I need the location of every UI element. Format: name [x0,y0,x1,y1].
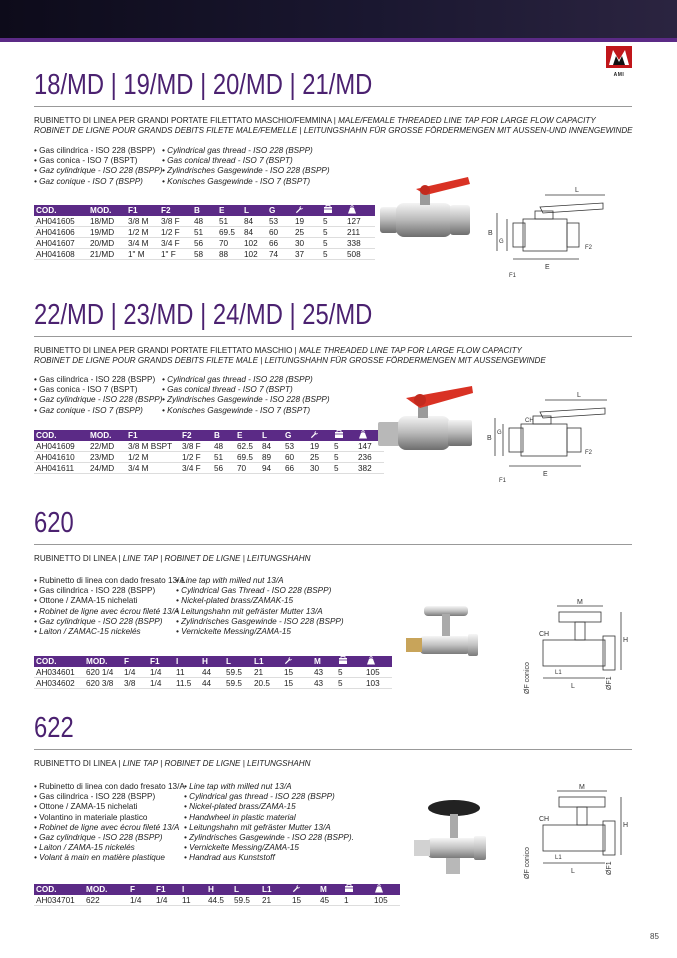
technical-drawing [515,783,630,883]
feature-item: • Vernickelte Messing/ZAMA-15 [184,843,354,853]
table-cell: 59.5 [224,667,252,678]
feature-item: • Robinet de ligne avec écrou fileté 13/A [34,607,185,617]
dim-label-e: E [543,471,548,478]
wrench-icon [308,430,332,441]
features-right [176,576,344,637]
section-divider [34,749,632,750]
table-cell: 338 [345,238,375,249]
section-description [34,554,646,564]
column-header: L [232,884,260,895]
table-cell: 5 [336,678,364,689]
feature-item: • Gas conica - ISO 7 (BSPT) [34,385,162,395]
table-cell: 62.5 [235,441,260,452]
table-cell: 1/4 [148,667,174,678]
feature-item: • Gas cilindrica - ISO 228 (BSPP) [34,586,185,596]
feature-item: • Gaz cylindrique - ISO 228 (BSPP) [34,395,162,405]
dim-label-f2: F2 [585,245,593,251]
table-cell: 1/4 [128,895,154,906]
feature-item: • Leitungshahn mit gefräster Mutter 13/A [184,823,354,833]
table-cell: 105 [364,667,392,678]
table-cell: 1" F [159,249,192,260]
table-cell: 19/MD [88,227,126,238]
feature-item: • Vernickelte Messing/ZAMA-15 [176,627,344,637]
feature-item: • Robinet de ligne avec écrou fileté 13/A [34,823,185,833]
column-header: M [312,656,336,667]
table-cell: 3/4 F [159,238,192,249]
table-row [34,249,375,260]
table-row [34,441,384,452]
desc-line-1-italic: LINE TAP | ROBINET DE LIGNE | LEITUNGSHAHN [122,554,311,563]
feature-item: • Leitungshahn mit gefräster Mutter 13/A [176,607,344,617]
table-cell: 19 [293,216,321,227]
table-cell: 94 [260,463,283,474]
table-cell: 1/2 F [159,227,192,238]
feature-item: • Gas cilindrica - ISO 228 (BSPP) [34,375,162,385]
dim-label-m: M [579,784,585,791]
column-header: F [128,884,154,895]
table-cell: 508 [345,249,375,260]
table-cell: 5 [332,441,356,452]
feature-item: • Cylindrical gas thread - ISO 228 (BSPP) [162,146,330,156]
table-cell: 3/8 F [180,441,212,452]
table-cell: AH041606 [34,227,88,238]
dim-label-f1: F1 [499,478,507,484]
header-accent-stripe [0,38,677,42]
product-section-22-25md [34,300,646,366]
column-header: F1 [126,430,180,441]
column-header: F1 [126,205,159,216]
feature-item: • Rubinetto di linea con dado fresato 13/A [34,782,185,792]
box-icon [342,884,372,895]
column-header: F2 [159,205,192,216]
feature-item: • Ottone / ZAMA-15 nichelati [34,596,185,606]
table-cell: 51 [217,216,242,227]
column-header: COD. [34,205,88,216]
table-cell: 70 [217,238,242,249]
section-title: 622 [34,712,74,744]
feature-item: • Gas cilindrica - ISO 228 (BSPP) [34,792,185,802]
spec-table [34,884,400,906]
table-cell: AH041605 [34,216,88,227]
table-cell: 1/4 [154,895,180,906]
table-cell: 1" M [126,249,159,260]
column-header: MOD. [84,884,128,895]
table-row [34,667,392,678]
features-left [34,375,162,416]
section-title: 22/MD | 23/MD | 24/MD | 25/MD [34,299,373,331]
table-cell: 19 [308,441,332,452]
feature-item: • Laiton / ZAMAC-15 nickelés [34,627,185,637]
table-cell: 102 [242,238,267,249]
table-row [34,678,392,689]
feature-item: • Cylindrical gas thread - ISO 228 (BSPP) [184,792,354,802]
features-right [184,782,354,864]
table-cell: 102 [242,249,267,260]
column-header: MOD. [88,430,126,441]
line-tap-handwheel-photo [410,796,490,886]
table-cell: 103 [364,678,392,689]
table-cell: 53 [283,441,308,452]
dim-label-l: L [571,868,575,875]
feature-item: • Gas conical thread - ISO 7 (BSPT) [162,156,330,166]
feature-item: • Gaz cylindrique - ISO 228 (BSPP) [34,166,162,176]
wrench-icon [282,656,312,667]
feature-item: • Zylindrisches Gasgewinde - ISO 228 (BSPP). [184,833,354,843]
table-cell: 69.5 [235,452,260,463]
dim-label-l1: L1 [555,670,562,676]
table-cell: 3/8 [122,678,148,689]
dim-label-l: L [575,187,579,194]
table-cell: AH041607 [34,238,88,249]
table-cell: 84 [242,216,267,227]
table-cell: 5 [332,452,356,463]
table-cell: 66 [283,463,308,474]
line-tap-photo [400,600,484,680]
column-header: L1 [252,656,282,667]
technical-drawing [485,390,615,490]
feature-item: • Volantino in materiale plastico [34,813,185,823]
table-cell: 60 [267,227,293,238]
column-header: G [283,430,308,441]
table-cell: 3/8 M [126,216,159,227]
table-cell: 11 [180,895,206,906]
feature-item: • Gas conica - ISO 7 (BSPT) [34,156,162,166]
column-header: I [174,656,200,667]
table-cell: 44 [200,678,224,689]
table-cell: AH041609 [34,441,88,452]
desc-line-1-italic: LINE TAP | ROBINET DE LIGNE | LEITUNGSHAHN [122,759,311,768]
table-cell: 382 [356,463,384,474]
table-cell: 620 1/4 [84,667,122,678]
column-header: COD. [34,884,84,895]
column-header: M [318,884,342,895]
table-cell: 74 [267,249,293,260]
table-cell: 45 [318,895,342,906]
table-row [34,238,375,249]
table-cell: 59.5 [232,895,260,906]
page-number: 85 [650,932,659,941]
feature-item: • Ottone / ZAMA-15 nichelati [34,802,185,812]
feature-item: • Konisches Gasgewinde - ISO 7 (BSPT) [162,177,330,187]
table-cell: 44 [200,667,224,678]
column-header: E [217,205,242,216]
table-cell: 1/2 M [126,452,180,463]
feature-item: • Konisches Gasgewinde - ISO 7 (BSPT) [162,406,330,416]
table-cell: 5 [321,216,345,227]
table-cell: 3/8 M BSPT [126,441,180,452]
table-cell: 15 [282,678,312,689]
feature-item: • Handwheel in plastic material [184,813,354,823]
table-row [34,463,384,474]
table-row [34,216,375,227]
table-cell: 3/4 M [126,238,159,249]
dim-label-f-conico: ØF conico [524,847,531,879]
table-cell: 11 [174,667,200,678]
weight-icon [345,205,375,216]
box-icon [336,656,364,667]
section-description [34,116,646,136]
table-cell: 15 [290,895,318,906]
table-cell: 25 [293,227,321,238]
product-section-620 [34,508,646,564]
dim-label-ch: CH [539,816,550,823]
feature-item: • Cylindrical Gas Thread - ISO 228 (BSPP) [176,586,344,596]
table-cell: 44.5 [206,895,232,906]
technical-drawing [515,598,630,698]
dim-label-l: L [571,683,575,690]
product-section-18-21md [34,70,646,136]
feature-item: • Zylindrisches Gasgewinde - ISO 228 (BSPP) [162,395,330,405]
table-cell: AH041611 [34,463,88,474]
table-cell: 1/4 [148,678,174,689]
column-header: F [122,656,148,667]
dim-label-f1: ØF1 [606,861,613,875]
table-cell: 24/MD [88,463,126,474]
dim-label-e: E [545,264,550,271]
desc-line-2: ROBINET DE LIGNE POUR GRANDS DEBITS FILETE MALE | LEITUNGSHAHN FÜR GROSSE FÖRDERMENGEN MIT AUSSENGEWINDE [34,356,546,365]
column-header: L [242,205,267,216]
weight-icon [372,884,400,895]
ball-valve-photo [376,382,476,462]
table-cell: 23/MD [88,452,126,463]
table-header-row [34,656,392,667]
feature-item: • Gaz cylindrique - ISO 228 (BSPP) [34,617,185,627]
table-cell: 60 [283,452,308,463]
table-cell: AH034701 [34,895,84,906]
table-cell: 3/4 M [126,463,180,474]
column-header: B [192,205,217,216]
desc-line-1-plain: RUBINETTO DI LINEA PER GRANDI PORTATE FILETTATO MASCHIO/FEMMINA | [34,116,339,125]
table-cell: 15 [282,667,312,678]
table-cell: 30 [308,463,332,474]
column-header: F1 [154,884,180,895]
dim-label-f-conico: ØF conico [524,662,531,694]
table-cell: 5 [321,249,345,260]
table-cell: 5 [332,463,356,474]
features-right [162,146,330,187]
column-header: L [224,656,252,667]
table-cell: 43 [312,678,336,689]
table-cell: 1/2 F [180,452,212,463]
feature-item: • Zylindrisches Gasgewinde - ISO 228 (BSPP) [162,166,330,176]
features-left [34,782,185,864]
table-cell: 56 [192,238,217,249]
table-cell: 11.5 [174,678,200,689]
wrench-icon [290,884,318,895]
column-header: COD. [34,430,88,441]
section-description [34,759,646,769]
table-cell: 20/MD [88,238,126,249]
column-header: I [180,884,206,895]
feature-item: • Gas conical thread - ISO 7 (BSPT) [162,385,330,395]
table-header-row [34,884,400,895]
table-cell: 211 [345,227,375,238]
table-cell: 48 [212,441,235,452]
table-cell: 51 [192,227,217,238]
box-icon [332,430,356,441]
table-cell: 20.5 [252,678,282,689]
desc-line-1-plain: RUBINETTO DI LINEA | [34,759,123,768]
table-cell: 69.5 [217,227,242,238]
table-cell: 18/MD [88,216,126,227]
table-cell: 5 [321,238,345,249]
table-cell: 37 [293,249,321,260]
table-row [34,227,375,238]
feature-item: • Volant à main en matière plastique [34,853,185,863]
section-divider [34,544,632,545]
column-header: F2 [180,430,212,441]
spec-table [34,205,375,260]
table-cell: 84 [260,441,283,452]
wrench-icon [293,205,321,216]
feature-item: • Zylindrisches Gasgewinde - ISO 228 (BSPP) [176,617,344,627]
section-description [34,346,646,366]
column-header: COD. [34,656,84,667]
table-cell: 89 [260,452,283,463]
dim-label-h: H [623,637,629,644]
table-cell: 3/8 F [159,216,192,227]
feature-item: • Line tap with milled nut 13/A [184,782,354,792]
table-cell: 3/4 F [180,463,212,474]
table-cell: 58 [192,249,217,260]
feature-item: • Nickel-plated brass/ZAMA-15 [184,802,354,812]
table-cell: 88 [217,249,242,260]
spec-table [34,430,384,474]
table-cell: 70 [235,463,260,474]
table-cell: 56 [212,463,235,474]
table-row [34,895,400,906]
column-header: L [260,430,283,441]
desc-line-1-italic: MALE/FEMALE THREADED LINE TAP FOR LARGE FLOW CAPACITY [338,116,596,125]
dim-label-g: G [497,430,502,436]
table-row [34,452,384,463]
table-cell: 21/MD [88,249,126,260]
column-header: B [212,430,235,441]
table-cell: 59.5 [224,678,252,689]
dim-label-l1: L1 [555,855,562,861]
table-cell: 66 [267,238,293,249]
table-cell: 43 [312,667,336,678]
table-cell: AH041608 [34,249,88,260]
feature-item: • Gaz conique - ISO 7 (BSPP) [34,177,162,187]
table-cell: 21 [252,667,282,678]
header-bar [0,0,677,38]
column-header: L1 [260,884,290,895]
technical-drawing [485,185,615,285]
table-cell: 30 [293,238,321,249]
desc-line-1-italic: MALE THREADED LINE TAP FOR LARGE FLOW CAPACITY [299,346,522,355]
column-header: MOD. [88,205,126,216]
dim-label-ch: CH [525,418,534,424]
column-header: H [200,656,224,667]
feature-item: • Gaz cylindrique - ISO 228 (BSPP) [34,833,185,843]
table-cell: AH041610 [34,452,88,463]
table-cell: AH034602 [34,678,84,689]
column-header: G [267,205,293,216]
feature-item: • Rubinetto di linea con dado fresato 13/A [34,576,185,586]
table-cell: 1 [342,895,372,906]
table-cell: 1/2 M [126,227,159,238]
section-divider [34,106,632,107]
table-cell: 622 [84,895,128,906]
table-cell: 1/4 [122,667,148,678]
dim-label-m: M [577,599,583,606]
desc-line-1-plain: RUBINETTO DI LINEA PER GRANDI PORTATE FILETTATO MASCHIO | [34,346,300,355]
feature-item: • Gaz conique - ISO 7 (BSPP) [34,406,162,416]
ball-valve-photo [376,175,476,255]
table-header-row [34,205,375,216]
column-header: H [206,884,232,895]
brand-logo-label: AMI [613,72,625,78]
section-title: 620 [34,507,74,539]
table-cell: 22/MD [88,441,126,452]
features-left [34,576,185,637]
desc-line-2: ROBINET DE LIGNE POUR GRANDS DEBITS FILETE MALE/FEMELLE | LEITUNGSHAHN FÜR GROSSE FÖRDERMENGEN MIT AUSSEN-UND INNENGEWINDE [34,126,633,135]
dim-label-b: B [488,230,493,237]
section-divider [34,336,632,337]
column-header: F1 [148,656,174,667]
brand-logo [604,44,634,72]
feature-item: • Handrad aus Kunststoff [184,853,354,863]
feature-item: • Gas cilindrica - ISO 228 (BSPP) [34,146,162,156]
table-cell: 236 [356,452,384,463]
dim-label-f1: F1 [509,273,517,279]
table-cell: AH034601 [34,667,84,678]
table-header-row [34,430,384,441]
table-cell: 620 3/8 [84,678,122,689]
table-cell: 127 [345,216,375,227]
box-icon [321,205,345,216]
dim-label-b: B [487,435,492,442]
table-cell: 5 [321,227,345,238]
table-cell: 105 [372,895,400,906]
feature-item: • Nickel-plated brass/ZAMAK-15 [176,596,344,606]
dim-label-ch: CH [539,631,550,638]
product-section-622 [34,713,646,769]
dim-label-l: L [577,392,581,399]
column-header: MOD. [84,656,122,667]
table-cell: 48 [192,216,217,227]
table-cell: 84 [242,227,267,238]
section-title: 18/MD | 19/MD | 20/MD | 21/MD [34,69,373,101]
table-cell: 147 [356,441,384,452]
features-right [162,375,330,416]
table-cell: 5 [336,667,364,678]
column-header: E [235,430,260,441]
dim-label-h: H [623,822,629,829]
table-cell: 21 [260,895,290,906]
feature-item: • Line tap with milled nut 13/A [176,576,344,586]
features-left [34,146,162,187]
table-cell: 53 [267,216,293,227]
table-cell: 51 [212,452,235,463]
feature-item: • Laiton / ZAMA-15 nickelés [34,843,185,853]
table-cell: 25 [308,452,332,463]
feature-item: • Cylindrical gas thread - ISO 228 (BSPP) [162,375,330,385]
weight-icon [364,656,392,667]
dim-label-f1: ØF1 [606,676,613,690]
dim-label-g: G [499,239,504,245]
spec-table [34,656,392,689]
dim-label-f2: F2 [585,450,593,456]
desc-line-1-plain: RUBINETTO DI LINEA | [34,554,123,563]
